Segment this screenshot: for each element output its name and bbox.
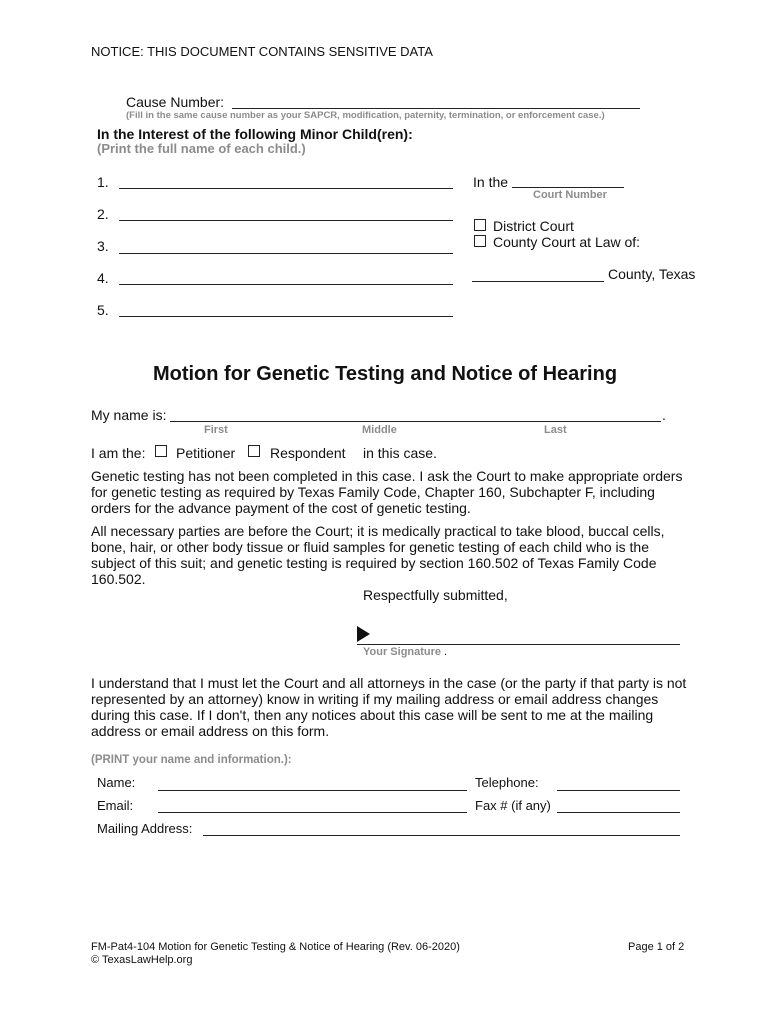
- children-heading: In the Interest of the following Minor Child(ren):: [97, 126, 413, 142]
- respondent-label: Respondent: [270, 445, 346, 461]
- signature-arrow-icon: [357, 626, 370, 642]
- signature-dot: .: [444, 646, 448, 658]
- contact-name-field[interactable]: [158, 790, 467, 791]
- child-name-field-3[interactable]: [119, 253, 453, 254]
- genetic-testing-paragraph: Genetic testing has not been completed in this case. I ask the Court to make appropriate orders for genetic testing as required by Texas Family Code, Chapter 160, Subchapter F, including orders for the advance payment of the cost of genetic testing.: [91, 468, 683, 516]
- child-number-2: 2.: [97, 206, 109, 222]
- email-field[interactable]: [158, 812, 467, 813]
- fax-label: Fax # (if any): [475, 798, 551, 813]
- telephone-label: Telephone:: [475, 775, 539, 790]
- child-name-field-5[interactable]: [119, 316, 453, 317]
- contact-name-label: Name:: [97, 775, 136, 790]
- footer-form-id: FM-Pat4-104 Motion for Genetic Testing & Notice of Hearing (Rev. 06-2020): [91, 941, 460, 953]
- children-hint: (Print the full name of each child.): [97, 141, 306, 156]
- contact-hint: (PRINT your name and information.):: [91, 754, 292, 766]
- respectfully-submitted: Respectfully submitted,: [363, 587, 508, 603]
- court-number-hint: Court Number: [533, 189, 607, 201]
- my-name-label: My name is:: [91, 407, 167, 423]
- party-prefix: I am the:: [91, 445, 146, 461]
- child-name-field-1[interactable]: [119, 188, 453, 189]
- telephone-field[interactable]: [557, 790, 680, 791]
- child-number-3: 3.: [97, 238, 109, 254]
- petitioner-checkbox[interactable]: [155, 445, 167, 457]
- court-number-field[interactable]: [512, 187, 624, 188]
- county-court-label: County Court at Law of:: [493, 234, 641, 250]
- parties-paragraph: All necessary parties are before the Court; it is medically practical to take blood, buccal cells, bone, hair, or other body tissue or fluid samples for genetic testing of each child who is the subject of this suit; and genetic testing is required by section 160.502 of Texas Family Code 160.502.: [91, 523, 665, 587]
- first-name-hint: First: [204, 424, 228, 436]
- petitioner-label: Petitioner: [176, 445, 236, 461]
- middle-name-hint: Middle: [362, 424, 397, 436]
- child-name-field-2[interactable]: [119, 220, 453, 221]
- child-number-4: 4.: [97, 270, 109, 286]
- child-number-5: 5.: [97, 302, 109, 318]
- county-texas-label: County, Texas: [608, 266, 696, 282]
- county-name-field[interactable]: [472, 281, 604, 282]
- fax-field[interactable]: [557, 812, 680, 813]
- sensitive-data-notice: NOTICE: THIS DOCUMENT CONTAINS SENSITIVE DATA: [91, 44, 433, 59]
- signature-label: Your Signature: [363, 646, 442, 658]
- signature-field[interactable]: [357, 644, 680, 645]
- page-number: Page 1 of 2: [628, 941, 685, 953]
- cause-number-hint: (Fill in the same cause number as your SAPCR, modification, paternity, termination, or enforcement case.): [126, 110, 605, 121]
- cause-number-label: Cause Number:: [126, 94, 225, 110]
- party-suffix: in this case.: [363, 445, 437, 461]
- footer-copyright: © TexasLawHelp.org: [91, 954, 193, 966]
- cause-number-field[interactable]: [232, 108, 640, 109]
- my-name-field[interactable]: [170, 421, 661, 422]
- mailing-address-label: Mailing Address:: [97, 821, 193, 836]
- child-name-field-4[interactable]: [119, 284, 453, 285]
- district-court-checkbox[interactable]: [474, 219, 486, 231]
- child-number-1: 1.: [97, 174, 109, 190]
- last-name-hint: Last: [544, 424, 567, 436]
- in-the-label: In the: [473, 174, 509, 190]
- email-label: Email:: [97, 798, 134, 813]
- county-court-checkbox[interactable]: [474, 235, 486, 247]
- my-name-period: .: [662, 407, 666, 423]
- district-court-label: District Court: [493, 218, 574, 234]
- mailing-address-field[interactable]: [203, 835, 680, 836]
- page-title: Motion for Genetic Testing and Notice of Hearing: [152, 363, 618, 385]
- address-change-paragraph: I understand that I must let the Court and all attorneys in the case (or the party if that party is not represented by an attorney) know in writing if my mailing address or email address changes during this case. If I don't, then any notices about this case will be sent to me at the mailing address or email address on this form.: [91, 675, 687, 739]
- respondent-checkbox[interactable]: [248, 445, 260, 457]
